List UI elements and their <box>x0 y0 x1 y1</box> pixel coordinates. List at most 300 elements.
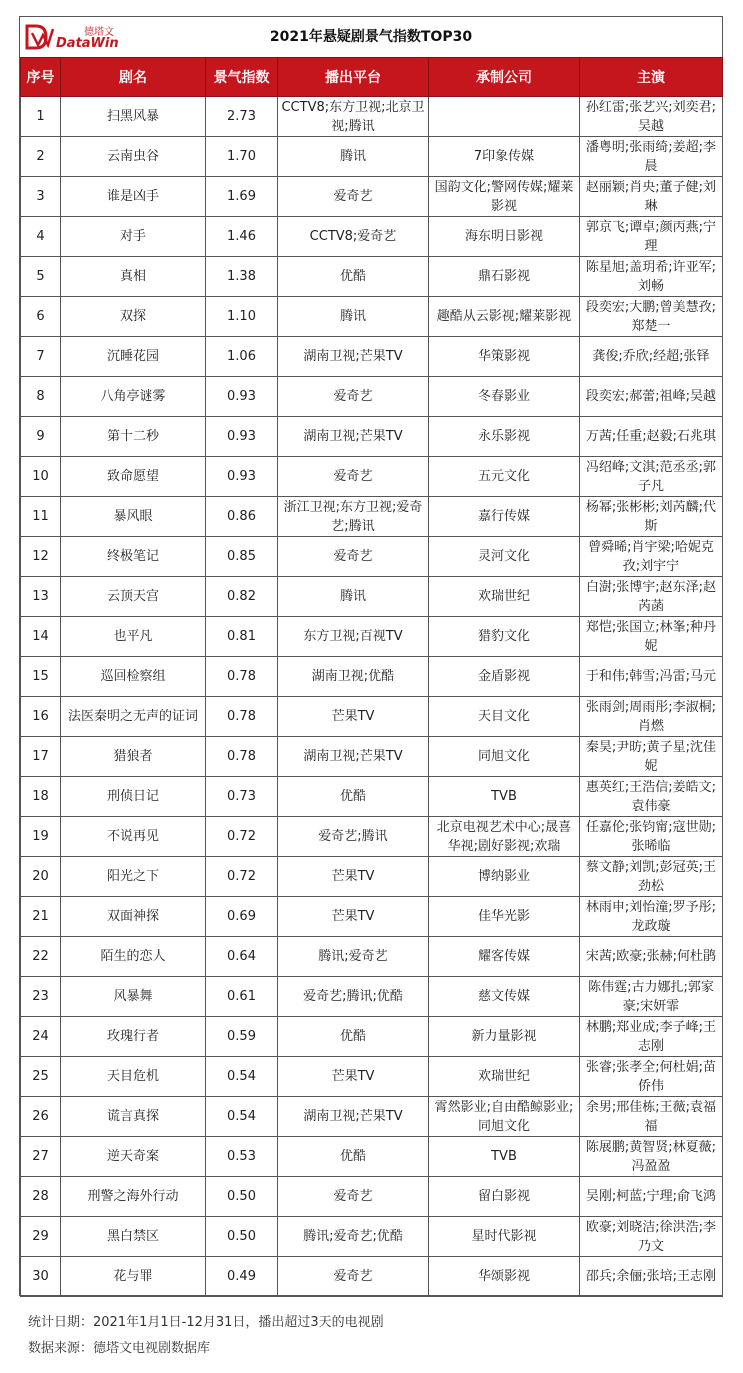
rank-cell <box>21 377 61 417</box>
rank-cell-text: 19 <box>32 829 49 844</box>
index-cell <box>206 657 278 697</box>
rank-cell-text: 9 <box>36 429 45 444</box>
producer-cell-text: 欢瑞世纪 <box>477 589 530 604</box>
rank-cell-text: 21 <box>32 909 49 924</box>
index-cell <box>206 377 278 417</box>
table-row <box>21 457 723 497</box>
rank-cell <box>21 1257 61 1297</box>
rank-cell-text: 17 <box>32 749 49 764</box>
rank-cell-text: 24 <box>32 1029 49 1044</box>
platform-cell <box>278 577 429 617</box>
index-cell <box>206 1257 278 1297</box>
logo-english-text: DataWin <box>56 36 119 51</box>
rank-cell-text: 7 <box>36 349 45 364</box>
producer-cell <box>429 1097 580 1137</box>
rank-cell-text: 2 <box>36 149 45 164</box>
cast-cell <box>580 977 723 1017</box>
index-cell <box>206 217 278 257</box>
cast-cell <box>580 1057 723 1097</box>
platform-cell <box>278 137 429 177</box>
producer-cell-text: 灵河文化 <box>477 549 530 564</box>
rank-cell-text: 6 <box>36 309 45 324</box>
rank-cell <box>21 857 61 897</box>
platform-cell-text: 湖南卫视;芒果TV <box>303 349 403 364</box>
producer-cell <box>429 1257 580 1297</box>
platform-cell <box>278 1177 429 1217</box>
index-cell <box>206 417 278 457</box>
title-cell <box>61 657 206 697</box>
platform-cell-text: 湖南卫视;优酷 <box>311 669 395 684</box>
platform-cell <box>278 897 429 937</box>
rank-cell <box>21 777 61 817</box>
index-cell-text: 0.50 <box>227 1229 256 1244</box>
cast-cell <box>580 137 723 177</box>
cast-cell-text: 赵丽颖;肖央;董子健;刘琳 <box>585 179 717 214</box>
producer-cell-text: 霄然影业;自由酷鲸影业;同旭文化 <box>434 1099 574 1134</box>
platform-cell-text: 湖南卫视;芒果TV <box>303 429 403 444</box>
rank-cell-text: 8 <box>36 389 45 404</box>
producer-cell <box>429 1057 580 1097</box>
index-cell-text: 1.10 <box>227 309 256 324</box>
table-row <box>21 1217 723 1257</box>
rank-cell-text: 10 <box>32 469 49 484</box>
index-cell-text: 0.69 <box>227 909 256 924</box>
title-cell <box>61 257 206 297</box>
cast-cell-text: 龚俊;乔欣;经超;张铎 <box>592 349 710 364</box>
cast-cell-text: 林鹏;郑业成;李子峰;王志刚 <box>585 1019 717 1054</box>
rank-cell <box>21 1137 61 1177</box>
rank-cell <box>21 737 61 777</box>
title-cell <box>61 737 206 777</box>
rank-cell <box>21 497 61 537</box>
index-cell-text: 0.61 <box>227 989 256 1004</box>
title-cell <box>61 457 206 497</box>
table-header-row <box>21 58 723 97</box>
index-cell-text: 0.78 <box>227 669 256 684</box>
title-cell-text: 云南虫谷 <box>106 149 159 164</box>
index-cell <box>206 697 278 737</box>
rank-cell <box>21 977 61 1017</box>
platform-cell-text: 湖南卫视;芒果TV <box>303 749 403 764</box>
platform-cell-text: 爱奇艺 <box>333 469 373 484</box>
index-cell <box>206 1017 278 1057</box>
producer-cell <box>429 377 580 417</box>
platform-cell-text: 芒果TV <box>331 869 375 884</box>
index-cell-text: 0.85 <box>227 549 256 564</box>
producer-cell-text: 华策影视 <box>477 349 530 364</box>
table-row <box>21 1057 723 1097</box>
producer-cell-text: 嘉行传媒 <box>477 509 530 524</box>
title-cell-text: 不说再见 <box>106 829 159 844</box>
index-cell-text: 0.49 <box>227 1269 256 1284</box>
table-row <box>21 857 723 897</box>
rank-cell-text: 14 <box>32 629 49 644</box>
cast-cell <box>580 1217 723 1257</box>
cast-cell <box>580 657 723 697</box>
title-cell <box>61 377 206 417</box>
producer-cell <box>429 617 580 657</box>
cast-cell-text: 冯绍峰;文淇;范丞丞;郭子凡 <box>585 459 717 494</box>
cast-cell-text: 陈伟霆;古力娜扎;郭家豪;宋妍霏 <box>588 979 714 1014</box>
title-cell-text: 陌生的恋人 <box>100 949 166 964</box>
table-row <box>21 377 723 417</box>
index-cell-text: 0.93 <box>227 429 256 444</box>
title-cell <box>61 1017 206 1057</box>
index-cell-text: 0.78 <box>227 709 256 724</box>
title-cell <box>61 417 206 457</box>
title-cell <box>61 137 206 177</box>
rank-cell-text: 28 <box>32 1189 49 1204</box>
table-row <box>21 577 723 617</box>
platform-cell <box>278 817 429 857</box>
producer-cell-text: 冬春影业 <box>477 389 530 404</box>
producer-cell <box>429 137 580 177</box>
platform-cell-text: 腾讯;爱奇艺;优酷 <box>303 1229 403 1244</box>
platform-cell <box>278 1017 429 1057</box>
cast-cell <box>580 297 723 337</box>
platform-cell-text: CCTV8;东方卫视;北京卫视;腾讯 <box>281 99 425 134</box>
producer-cell <box>429 457 580 497</box>
rank-cell <box>21 897 61 937</box>
producer-cell <box>429 257 580 297</box>
rank-cell <box>21 257 61 297</box>
platform-cell-text: 爱奇艺 <box>333 189 373 204</box>
table-row <box>21 617 723 657</box>
cast-cell-text: 林雨申;刘怡潼;罗予彤;龙政璇 <box>585 899 717 934</box>
producer-cell-text: 国韵文化;警网传媒;耀莱影视 <box>434 179 574 214</box>
producer-cell <box>429 937 580 977</box>
title-cell <box>61 937 206 977</box>
ranking-table <box>20 57 723 1297</box>
title-cell-text: 谁是凶手 <box>106 189 159 204</box>
index-cell <box>206 1217 278 1257</box>
producer-cell-text: 趣酷从云影视;耀莱影视 <box>436 309 572 324</box>
index-cell-text: 1.69 <box>227 189 256 204</box>
index-cell-text: 0.93 <box>227 469 256 484</box>
title-cell <box>61 217 206 257</box>
cast-cell <box>580 1257 723 1297</box>
index-cell <box>206 537 278 577</box>
title-cell <box>61 1217 206 1257</box>
producer-cell <box>429 897 580 937</box>
platform-cell <box>278 617 429 657</box>
producer-cell <box>429 177 580 217</box>
producer-cell-text: 鼎石影视 <box>477 269 530 284</box>
table-row <box>21 217 723 257</box>
cast-cell-text: 孙红雷;张艺兴;刘奕君;吴越 <box>585 99 717 134</box>
platform-cell <box>278 937 429 977</box>
table-row <box>21 1017 723 1057</box>
title-cell-text: 天目危机 <box>106 1069 159 1084</box>
producer-cell-text: 佳华光影 <box>477 909 530 924</box>
index-cell-text: 1.46 <box>227 229 256 244</box>
index-cell-text: 0.50 <box>227 1189 256 1204</box>
index-cell-text: 0.93 <box>227 389 256 404</box>
cast-cell-text: 杨幂;张彬彬;刘芮麟;代斯 <box>585 499 717 534</box>
cast-cell-text: 段奕宏;大鹏;曾美慧孜;郑楚一 <box>585 299 717 334</box>
index-cell <box>206 617 278 657</box>
index-cell <box>206 497 278 537</box>
title-cell <box>61 1177 206 1217</box>
table-row <box>21 897 723 937</box>
cast-cell-text: 段奕宏;郝蕾;祖峰;吴越 <box>585 389 717 404</box>
producer-cell-text: TVB <box>491 789 517 804</box>
cast-cell <box>580 537 723 577</box>
platform-cell <box>278 857 429 897</box>
index-cell-text: 1.70 <box>227 149 256 164</box>
index-cell-text: 0.82 <box>227 589 256 604</box>
rank-cell-text: 27 <box>32 1149 49 1164</box>
cast-cell <box>580 897 723 937</box>
producer-cell-text: 欢瑞世纪 <box>477 1069 530 1084</box>
table-row <box>21 1137 723 1177</box>
cast-cell-text: 陈星旭;盖玥希;许亚军;刘畅 <box>585 259 717 294</box>
rank-cell <box>21 1017 61 1057</box>
cast-cell <box>580 1097 723 1137</box>
index-cell <box>206 1137 278 1177</box>
index-cell <box>206 937 278 977</box>
platform-cell <box>278 977 429 1017</box>
cast-cell-text: 陈展鹏;黄智贤;林夏薇;冯盈盈 <box>585 1139 717 1174</box>
index-cell <box>206 457 278 497</box>
index-cell-text: 0.54 <box>227 1069 256 1084</box>
producer-cell <box>429 577 580 617</box>
platform-cell-text: 东方卫视;百视TV <box>303 629 403 644</box>
index-cell <box>206 257 278 297</box>
cast-cell-text: 万茜;任重;赵毅;石兆琪 <box>585 429 717 444</box>
index-cell-text: 0.64 <box>227 949 256 964</box>
platform-cell <box>278 777 429 817</box>
title-cell <box>61 577 206 617</box>
platform-cell-text: CCTV8;爱奇艺 <box>309 229 397 244</box>
cast-cell <box>580 257 723 297</box>
table-row <box>21 137 723 177</box>
title-cell-text: 暴风眼 <box>113 509 153 524</box>
producer-cell <box>429 817 580 857</box>
index-cell-text: 0.53 <box>227 1149 256 1164</box>
rank-cell <box>21 657 61 697</box>
producer-cell-text: TVB <box>491 1149 517 1164</box>
rank-cell-text: 3 <box>36 189 45 204</box>
producer-cell <box>429 97 580 137</box>
rank-cell <box>21 297 61 337</box>
cast-cell-text: 曾舜晞;肖宇梁;哈妮克孜;刘宇宁 <box>588 539 714 574</box>
header-cast: 主演 <box>580 58 723 97</box>
rank-cell <box>21 577 61 617</box>
cast-cell-text: 白澍;张博宇;赵东泽;赵芮菡 <box>585 579 717 614</box>
platform-cell-text: 腾讯;爱奇艺 <box>318 949 388 964</box>
cast-cell-text: 于和伟;韩雪;冯雷;马元 <box>585 669 717 684</box>
table-row <box>21 1177 723 1217</box>
platform-cell-text: 优酷 <box>339 1149 366 1164</box>
producer-cell <box>429 1017 580 1057</box>
title-bar <box>20 17 722 57</box>
header-index: 景气指数 <box>206 58 278 97</box>
producer-cell-text: 博纳影业 <box>477 869 530 884</box>
rank-cell <box>21 1057 61 1097</box>
platform-cell <box>278 1057 429 1097</box>
platform-cell <box>278 497 429 537</box>
title-cell-text: 八角亭谜雾 <box>100 389 166 404</box>
title-cell-text: 逆天奇案 <box>106 1149 159 1164</box>
table-row <box>21 737 723 777</box>
index-cell <box>206 297 278 337</box>
table-row <box>21 697 723 737</box>
rank-cell-text: 18 <box>32 789 49 804</box>
platform-cell-text: 爱奇艺;腾讯 <box>318 829 388 844</box>
header-title: 剧名 <box>61 58 206 97</box>
platform-cell <box>278 537 429 577</box>
title-cell-text: 黑白禁区 <box>106 1229 159 1244</box>
cast-cell <box>580 457 723 497</box>
rank-cell <box>21 137 61 177</box>
platform-cell <box>278 1217 429 1257</box>
table-row <box>21 257 723 297</box>
platform-cell-text: 浙江卫视;东方卫视;爱奇艺;腾讯 <box>283 499 423 534</box>
table-row <box>21 937 723 977</box>
cast-cell <box>580 97 723 137</box>
producer-cell <box>429 497 580 537</box>
table-row <box>21 1097 723 1137</box>
title-cell-text: 玫瑰行者 <box>106 1029 159 1044</box>
cast-cell-text: 惠英红;王浩信;姜皓文;袁伟豪 <box>585 779 717 814</box>
table-row <box>21 977 723 1017</box>
platform-cell-text: 爱奇艺;腾讯;优酷 <box>303 989 403 1004</box>
platform-cell-text: 爱奇艺 <box>333 1189 373 1204</box>
cast-cell-text: 郑恺;张国立;林峯;种丹妮 <box>585 619 717 654</box>
rank-cell <box>21 417 61 457</box>
title-cell-text: 真相 <box>119 269 146 284</box>
header-producer: 承制公司 <box>429 58 580 97</box>
title-cell <box>61 617 206 657</box>
index-cell <box>206 977 278 1017</box>
platform-cell <box>278 1097 429 1137</box>
title-cell-text: 谎言真探 <box>106 1109 159 1124</box>
cast-cell-text: 欧豪;刘晓洁;徐洪浩;李乃文 <box>585 1219 717 1254</box>
index-cell <box>206 177 278 217</box>
cast-cell <box>580 417 723 457</box>
title-cell-text: 阳光之下 <box>106 869 159 884</box>
rank-cell-text: 26 <box>32 1109 49 1124</box>
title-cell <box>61 857 206 897</box>
platform-cell <box>278 257 429 297</box>
rank-cell-text: 23 <box>32 989 49 1004</box>
producer-cell <box>429 657 580 697</box>
platform-cell <box>278 217 429 257</box>
index-cell <box>206 897 278 937</box>
title-cell <box>61 497 206 537</box>
table-row <box>21 97 723 137</box>
index-cell <box>206 337 278 377</box>
title-cell <box>61 897 206 937</box>
producer-cell-text: 同旭文化 <box>477 749 530 764</box>
producer-cell-text: 慈文传媒 <box>477 989 530 1004</box>
producer-cell <box>429 1177 580 1217</box>
stat-date-note: 统计日期：2021年1月1日-12月31日，播出超过3天的电视剧 <box>28 1315 384 1330</box>
table-title: 2021年悬疑剧景气指数TOP30 <box>269 29 473 45</box>
producer-cell <box>429 297 580 337</box>
platform-cell-text: 爱奇艺 <box>333 389 373 404</box>
cast-cell-text: 郭京飞;谭卓;颜丙燕;宁理 <box>585 219 717 254</box>
cast-cell-text: 宋茜;欧豪;张赫;何杜鹃 <box>585 949 717 964</box>
index-cell-text: 0.72 <box>227 829 256 844</box>
rank-cell <box>21 457 61 497</box>
title-cell-text: 猎狼者 <box>113 749 153 764</box>
title-cell <box>61 1137 206 1177</box>
title-cell-text: 扫黑风暴 <box>106 109 159 124</box>
title-cell <box>61 337 206 377</box>
title-cell <box>61 697 206 737</box>
rank-cell <box>21 617 61 657</box>
index-cell-text: 0.81 <box>227 629 256 644</box>
index-cell <box>206 737 278 777</box>
producer-cell <box>429 417 580 457</box>
platform-cell <box>278 457 429 497</box>
title-cell-text: 巡回检察组 <box>100 669 166 684</box>
platform-cell <box>278 1257 429 1297</box>
producer-cell-text: 7印象传媒 <box>473 149 535 164</box>
index-cell-text: 0.73 <box>227 789 256 804</box>
index-cell-text: 0.72 <box>227 869 256 884</box>
cast-cell <box>580 937 723 977</box>
cast-cell <box>580 737 723 777</box>
index-cell <box>206 857 278 897</box>
index-cell <box>206 97 278 137</box>
producer-cell-text: 金盾影视 <box>477 669 530 684</box>
index-cell-text: 0.78 <box>227 749 256 764</box>
title-cell <box>61 177 206 217</box>
cast-cell-text: 邵兵;余俪;张培;王志刚 <box>585 1269 717 1284</box>
table-row <box>21 497 723 537</box>
cast-cell <box>580 497 723 537</box>
platform-cell-text: 芒果TV <box>331 1069 375 1084</box>
rank-cell <box>21 217 61 257</box>
data-source-note: 数据来源：德塔文电视剧数据库 <box>28 1341 211 1356</box>
cast-cell <box>580 337 723 377</box>
platform-cell <box>278 337 429 377</box>
table-row <box>21 777 723 817</box>
cast-cell-text: 张雨剑;周雨彤;李淑桐;肖燃 <box>585 699 717 734</box>
title-cell-text: 对手 <box>119 229 146 244</box>
rank-cell-text: 11 <box>32 509 49 524</box>
rank-cell-text: 16 <box>32 709 49 724</box>
title-cell <box>61 777 206 817</box>
cast-cell <box>580 697 723 737</box>
index-cell-text: 0.86 <box>227 509 256 524</box>
cast-cell-text: 秦昊;尹昉;黄子星;沈佳妮 <box>585 739 717 774</box>
table-row <box>21 417 723 457</box>
cast-cell-text: 蔡文静;刘凯;彭冠英;王劲松 <box>585 859 717 894</box>
header-rank: 序号 <box>21 58 61 97</box>
rank-cell <box>21 697 61 737</box>
rank-cell-text: 5 <box>36 269 45 284</box>
index-cell <box>206 1097 278 1137</box>
index-cell-text: 1.06 <box>227 349 256 364</box>
index-cell <box>206 1177 278 1217</box>
index-cell <box>206 1057 278 1097</box>
producer-cell <box>429 1217 580 1257</box>
platform-cell <box>278 1137 429 1177</box>
title-cell <box>61 1097 206 1137</box>
cast-cell <box>580 177 723 217</box>
cast-cell-text: 余男;邢佳栋;王薇;袁福福 <box>585 1099 717 1134</box>
platform-cell <box>278 377 429 417</box>
rank-cell <box>21 537 61 577</box>
rank-cell-text: 30 <box>32 1269 49 1284</box>
index-cell <box>206 577 278 617</box>
producer-cell-text: 天目文化 <box>477 709 530 724</box>
table-row <box>21 177 723 217</box>
